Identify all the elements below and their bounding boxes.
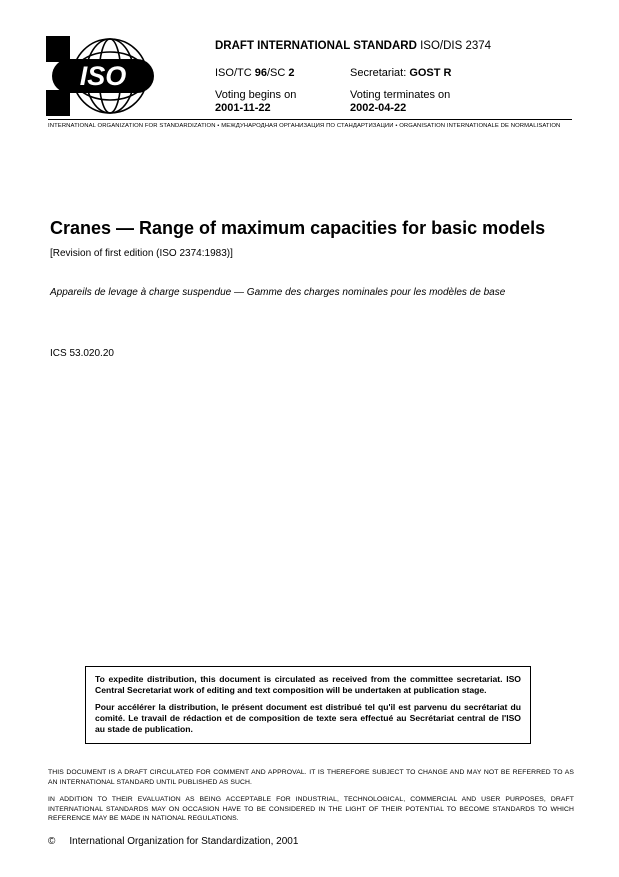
voting-terminates-date: 2002-04-22 <box>350 102 407 114</box>
doc-type-label: DRAFT INTERNATIONAL STANDARD <box>215 40 417 52</box>
doc-number: ISO/DIS 2374 <box>420 40 492 52</box>
committee-prefix: ISO/TC <box>215 67 255 79</box>
secretariat-label: Secretariat: <box>350 67 407 79</box>
ics-code: ICS 53.020.20 <box>50 348 114 359</box>
draft-disclaimer-2: IN ADDITION TO THEIR EVALUATION AS BEING ACCEPTABLE FOR INDUSTRIAL, TECHNOLOGICAL, COMMERCIAL AND USER PURPOSES, DRAFT INTERNATIONAL STANDARDS MAY ON OCCASION HAVE TO BE CONSIDERED IN THE LIGHT OF THEIR POTENTIAL TO BECOME STANDARDS TO WHICH REFERENCE MAY BE MADE IN NATIONAL REGULATIONS. <box>48 796 574 823</box>
voting-begins-label: Voting begins on <box>215 89 297 101</box>
revision-note: [Revision of first edition (ISO 2374:1983)] <box>50 248 233 259</box>
french-title: Appareils de levage à charge suspendue — Gamme des charges nominales pour les modèles de base <box>50 287 506 298</box>
committee-sc: 2 <box>288 67 295 79</box>
secretariat-value: GOST R <box>409 67 452 79</box>
copyright-text: International Organization for Standardization, 2001 <box>69 836 299 847</box>
organization-trilingual-line: INTERNATIONAL ORGANIZATION FOR STANDARDIZATION • МЕЖДУНАРОДНАЯ ОРГАНИЗАЦИЯ ПО СТАНДАРТИЗАЦИИ • ORGANISATION INTERNATIONALE DE NORMALISATION <box>48 123 561 129</box>
svg-text:ISO: ISO <box>79 61 127 91</box>
draft-disclaimer-1: THIS DOCUMENT IS A DRAFT CIRCULATED FOR COMMENT AND APPROVAL. IT IS THEREFORE SUBJECT TO CHANGE AND MAY NOT BE REFERRED TO AS AN INTERNATIONAL STANDARD UNTIL PUBLISHED AS SUCH. <box>48 769 574 786</box>
distribution-notice-box <box>85 666 531 744</box>
voting-terminates-label: Voting terminates on <box>350 89 451 101</box>
copyright-symbol: © <box>48 836 56 847</box>
committee-mid: /SC <box>266 67 289 79</box>
notice-french: Pour accélérer la distribution, le présent document est distribué tel qu'il est parvenu du secrétariat du comité. Le travail de rédaction et de composition de texte sera effectué au Secrétariat central de l'ISO au stade de publication. <box>95 702 521 734</box>
iso-logo <box>46 36 158 116</box>
header-divider <box>48 119 572 120</box>
notice-english: To expedite distribution, this document is circulated as received from the committee secretariat. ISO Central Secretariat work of editing and text composition will be undertaken at publication stage. <box>95 674 521 695</box>
committee-reference <box>215 67 295 79</box>
iso-globe-logo-icon <box>46 36 158 116</box>
secretariat <box>350 67 451 79</box>
committee-tc: 96 <box>254 67 267 79</box>
document-header-title <box>215 40 491 52</box>
voting-begins-date: 2001-11-22 <box>215 102 271 114</box>
document-title: Cranes — Range of maximum capacities for basic models <box>50 218 546 238</box>
copyright-line <box>48 836 298 847</box>
